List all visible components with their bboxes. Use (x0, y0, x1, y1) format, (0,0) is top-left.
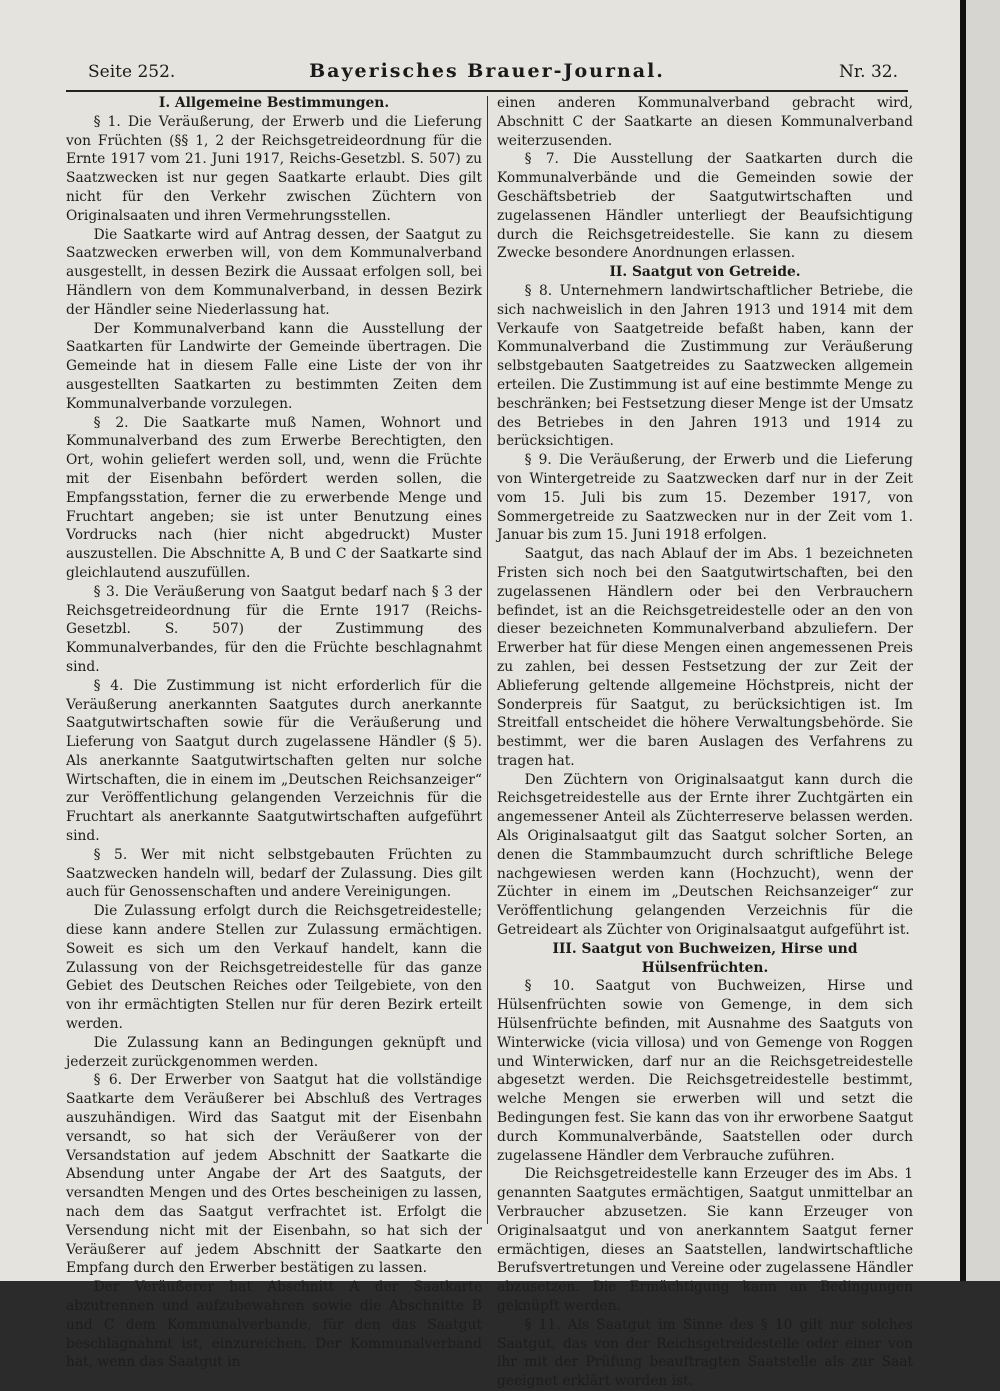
paragraph: § 2. Die Saatkarte muß Namen, Wohnort und Kommunalverband des zum Erwerbe Berechtigten, den Ort, wohin geliefert werden soll, und, wenn die Früchte mit der Eisenbahn befördert werden sollen, die Empfangsstation, ferner die zu erwerbende Menge und Fruchtart angeben; sie ist unter Benutzung eines Vordrucks nach (hier nicht abgedruckt) Muster auszustellen. Die Abschnitte A, B und C der Saatkarte sind gleichlautend auszufüllen. (66, 414, 482, 581)
section-heading-general: I. Allgemeine Bestimmungen. (158, 95, 390, 111)
paragraph: § 10. Saatgut von Buchweizen, Hirse und Hülsenfrüchten sowie von Gemenge, in dem sich Hülsenfrüchte befinden, mit Ausnahme des Saatguts von Winterwicke (vicia villosa) und von Gemenge von Roggen und Winterwicken, darf nur an die Reichsgetreidestelle abgesetzt werden. Die Reichsgetreidestelle bestimmt, welche Mengen sie erwerben will und setzt die Bedingungen fest. Sie kann das von ihr erworbene Saatgut durch Kommunalverbände, Saatstellen oder durch zugelassene Händler dem Verbrauche zuführen. (497, 978, 913, 1164)
paragraph: Der Veräußerer hat Abschnitt A der Saatkarte abzutrennen und aufzubewahren sowie die Abschnitte B und C dem Kommunalverbande, für den das Saatgut beschlagnahmt ist, einzureichen. Der Kommunalverband hat, wenn das Saatgut in (66, 1279, 482, 1371)
journal-title: Bayerisches Brauer-Journal. (309, 60, 665, 82)
paragraph: § 3. Die Veräußerung von Saatgut bedarf nach § 3 der Reichsgetreideordnung für die Ernte 1917 (Reichs-Gesetzbl. S. 507) der Zustimmung des Kommunalverbandes, für den die Früchte beschlagnahmt sind. (66, 583, 482, 675)
issue-number: Nr. 32. (839, 62, 898, 82)
next-page-strip (966, 0, 1000, 1281)
header-rule (66, 90, 908, 92)
paragraph: § 5. Wer mit nicht selbstgebauten Früchten zu Saatzwecken handeln will, bedarf der Zulassung. Dies gilt auch für Genossenschaften und andere Vereinigungen. (66, 846, 482, 901)
left-column (66, 94, 482, 1372)
section-heading-buckwheat: III. Saatgut von Buchweizen, Hirse und Hülsenfrüchten. (552, 940, 858, 976)
page-number: Seite 252. (88, 62, 176, 82)
paragraph: Die Saatkarte wird auf Antrag dessen, der Saatgut zu Saatzwecken erwerben will, von dem Kommunalverband ausgestellt, in dessen Bezirk die Aussaat erfolgen soll, bei Händlern von dem Kommunalverband, in dessen Bezirk der Händler seine Niederlassung hat. (66, 226, 482, 318)
paragraph: § 6. Der Erwerber von Saatgut hat die vollständige Saatkarte dem Veräußerer bei Abschluß des Vertrages auszuhändigen. Wird das Saatgut mit der Eisenbahn versandt, so hat sich der Veräußerer von der Versandstation auf jedem Abschnitt der Saatkarte die Absendung unter Angabe der Art des Saatguts, der versandten Mengen und des Ortes bescheinigen zu lassen, nach dem das Saatgut verfrachtet ist. Erfolgt die Versendung nicht mit der Eisenbahn, so hat sich der Veräußerer auf jedem Abschnitt der Saatkarte den Empfang durch den Erwerber bestätigen zu lassen. (66, 1072, 482, 1277)
paragraph: Den Züchtern von Originalsaatgut kann durch die Reichsgetreidestelle aus der Ernte ihrer Zuchtgärten ein angemessener Anteil als Züchterreserve belassen werden. Als Originalsaatgut gilt das Saatgut solcher Sorten, an denen die Stammbaumzucht durch schriftliche Belege nachgewiesen werden kann (Hochzucht), wenn der Züchter in einem im „Deutschen Reichsanzeiger“ zur Veröffentlichung gelangenden Verzeichnis für die Getreideart als Züchter von Originalsaatgut aufgeführt ist. (497, 771, 913, 939)
paragraph: § 7. Die Ausstellung der Saatkarten durch die Kommunalverbände und die Gemeinden sowie der Geschäftsbetrieb der Saatgutwirtschaften und zugelassenen Händler unterliegt der Beaufsichtigung durch die Reichsgetreidestelle. Sie kann zu diesem Zwecke besondere Anordnungen erlassen. (497, 151, 913, 262)
adjacent-page-edge (960, 0, 1000, 1281)
paragraph: § 9. Die Veräußerung, der Erwerb und die Lieferung von Wintergetreide zu Saatzwecken darf nur in der Zeit vom 15. Juli bis zum 15. Dezember 1917, von Sommergetreide zu Saatzwecken nur in der Zeit vom 1. Januar bis zum 15. Juni 1918 erfolgen. (497, 452, 913, 544)
paragraph: Der Kommunalverband kann die Ausstellung der Saatkarten für Landwirte der Gemeinde übertragen. Die Gemeinde hat in diesem Falle eine Liste der von ihr ausgestellten Saatkarten zu bestimmten Zeiten dem Kommunalverbande vorzulegen. (66, 320, 482, 412)
paragraph: Die Reichsgetreidestelle kann Erzeuger des im Abs. 1 genannten Saatgutes ermächtigen, Saatgut unmittelbar an Verbraucher abzusetzen. Sie kann Erzeuger von Originalsaatgut und von anerkanntem Saatgut ferner ermächtigen, dieses an Saatstellen, landwirtschaftliche Berufsvertretungen und Vereine oder zugelassene Händler abzusetzen. Die Ermächtigung kann an Bedingungen geknüpft werden. (497, 1166, 913, 1314)
page-header (66, 62, 908, 86)
paragraph-continued: einen anderen Kommunalverband gebracht wird, Abschnitt C der Saatkarte an diesen Kommunalverband weiterzusenden. (497, 95, 913, 149)
paragraph: Die Zulassung kann an Bedingungen geknüpft und jederzeit zurückgenommen werden. (66, 1034, 482, 1070)
paragraph: § 8. Unternehmern landwirtschaftlicher Betriebe, die sich nachweislich in den Jahren 1913 und 1914 mit dem Verkaufe von Saatgetreide befaßt haben, kann der Kommunalverband die Zustimmung zur Veräußerung selbstgebauten Saatgetreides zu Saatzwecken allgemein erteilen. Die Zustimmung ist auf eine bestimmte Menge zu beschränken; bei Festsetzung dieser Menge ist der Umsatz des Betriebes in den Jahren 1913 und 1914 zu berücksichtigen. (497, 282, 913, 450)
paragraph: § 4. Die Zustimmung ist nicht erforderlich für die Veräußerung anerkannten Saatgutes durch anerkannte Saatgutwirtschaften sowie für die Veräußerung und Lieferung von Saatgut durch zugelassene Händler (§ 5). Als anerkannte Saatgutwirtschaften gelten nur solche Wirtschaften, die in einem im „Deutschen Reichsanzeiger“ zur Veröffentlichung gelangenden Verzeichnis für die Fruchtart als anerkannte Saatgutwirtschaften aufgeführt sind. (66, 677, 482, 845)
section-heading-grain: II. Saatgut von Getreide. (609, 264, 801, 281)
column-divider (487, 96, 488, 1224)
paragraph: § 1. Die Veräußerung, der Erwerb und die Lieferung von Früchten (§§ 1, 2 der Reichsgetreideordnung für die Ernte 1917 vom 21. Juni 1917, Reichs-Gesetzbl. S. 507) zu Saatzwecken ist nur gegen Saatkarte erlaubt. Dies gilt nicht für den Verkehr zwischen Züchtern von Originalsaaten und ihren Vermehrungsstellen. (66, 113, 482, 224)
paragraph: § 11. Als Saatgut im Sinne des § 10 gilt nur solches Saatgut, das von der Reichsgetreidestelle oder einer von ihr mit der Prüfung beauftragten Saatstelle als zur Saat geeignet erklärt worden ist. (497, 1316, 913, 1390)
paragraph: Saatgut, das nach Ablauf der im Abs. 1 bezeichneten Fristen sich noch bei den Saatgutwirtschaften, bei den zugelassenen Händlern oder bei den Verbrauchern befindet, ist an die Reichsgetreidestelle oder an den von dieser bezeichneten Kommunalverband abzuliefern. Der Erwerber hat für diese Mengen einen angemessenen Preis zu zahlen, bei dessen Festsetzung der zur Zeit der Ablieferung geltende allgemeine Höchstpreis, nicht der Sonderpreis für Saatgut, zu berücksichtigen ist. Im Streitfall entscheidet die höhere Verwaltungsbehörde. Sie bestimmt, wer die baren Auslagen des Verfahrens zu tragen hat. (497, 546, 913, 769)
right-column (497, 94, 913, 1391)
paragraph: Die Zulassung erfolgt durch die Reichsgetreidestelle; diese kann andere Stellen zur Zulassung ermächtigen. Soweit es sich um den Verkauf handelt, kann die Zulassung von der Reichsgetreidestelle für das ganze Gebiet des Deutschen Reiches oder Teilgebiete, von den von ihr ermächtigten Stellen nur für deren Bezirk erteilt werden. (66, 903, 482, 1033)
